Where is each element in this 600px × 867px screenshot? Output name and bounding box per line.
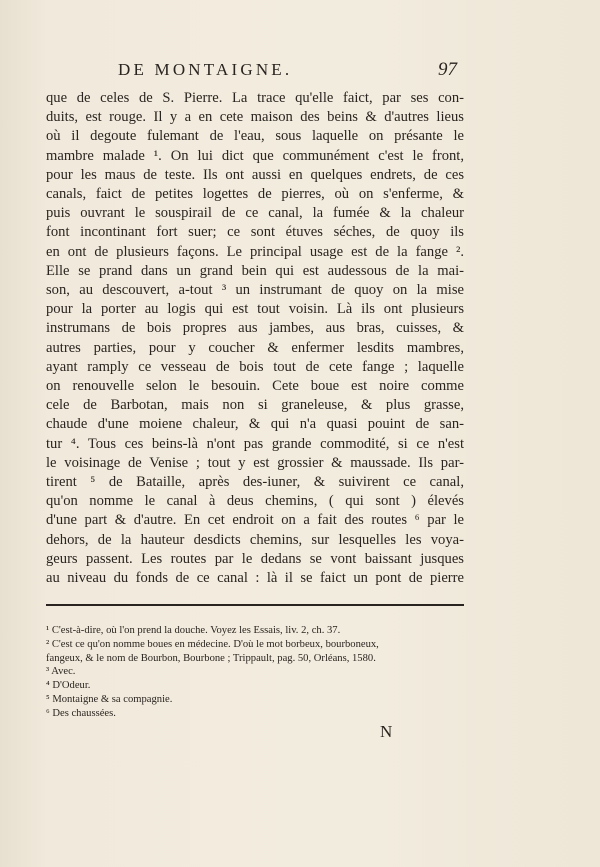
body-line: instrumans de bois propres aus jambes, aus bras, cuisses, & [46, 320, 464, 337]
body-line: que de celes de S. Pierre. La trace qu'elle faict, par ses con- [46, 90, 464, 106]
body-line: au niveau du fonds de ce canal : là il se faict un pont de pierre [46, 570, 464, 587]
body-line: mambre malade ¹. On lui dict que communément c'est le front, [46, 147, 464, 164]
body-line: ayant ramply ce vesseau de bois tout de cete fange ; laquelle [46, 358, 464, 375]
footnote: ¹ C'est-à-dire, où l'on prend la douche. Voyez les Essais, liv. 2, ch. 37. [46, 625, 341, 636]
body-line: chaude d'une moiene chaleur, & qui n'a quasi pouint de san- [46, 416, 464, 433]
footnote: ⁶ Des chaussées. [46, 707, 116, 719]
running-head: DE MONTAIGNE. [118, 60, 293, 79]
body-line: puis ouvrant le souspirail de ce canal, la fumée & la chaleur [46, 205, 464, 222]
body-line: qu'on nomme le canal à deus chemins, ( qui sont ) élevés [46, 493, 464, 510]
body-line: où il degoute fulemant de l'eau, sous laquelle on présante le [46, 128, 464, 145]
body-line: le voisinage de Venise ; tout y est grossier & maussade. Ils par- [46, 454, 464, 471]
body-text [46, 89, 464, 588]
body-line: font incontinant fort suer; ce sont étuves séches, de quoy ils [46, 224, 464, 241]
body-line: duits, est rouge. Il y a en cete maison des beins & d'autres lieus [46, 109, 464, 126]
body-line: autres parties, pour y coucher & enfermer lesdits mambres, [46, 339, 464, 356]
footnote: ³ Avec. [46, 666, 76, 678]
body-line: canals, faict de petites logettes de pierres, où on s'enferme, & [46, 186, 464, 203]
footnote-rule [46, 604, 464, 606]
body-line: pour les maus de teste. Ils ont aussi en quelques endrets, de ces [46, 166, 464, 183]
signature-mark: N [380, 722, 393, 741]
body-line: d'une part & d'autre. En cet endroit on a fait des routes ⁶ par le [46, 512, 464, 529]
body-line: Elle se prand dans un grand bein qui est audessous de la mai- [46, 262, 464, 279]
body-line: dehors, de la hauteur desdicts chemins, sur lesquelles les voya- [46, 531, 464, 548]
body-line: en ont de plusieurs façons. Le principal usage est de la fange ². [46, 243, 464, 260]
footnote: ² C'est ce qu'on nomme boues en médecine. D'où le mot borbeux, bourboneux, [46, 638, 379, 650]
footnotes [46, 624, 464, 721]
body-line: tur ⁴. Tous ces beins-là n'ont pas grande commodité, si ce n'est [46, 435, 464, 452]
body-line: cele de Barbotan, mais non si graneleuse, & plus grasse, [46, 397, 464, 414]
body-line: tirent ⁵ de Bataille, après des-iuner, & suivirent ce canal, [46, 474, 464, 491]
body-line: pour la porter au logis qui est tout voisin. Là ils ont plusieurs [46, 301, 464, 318]
footnote: fangeux, & le nom de Bourbon, Bourbone ; Trippault, pag. 50, Orléans, 1580. [46, 652, 376, 664]
footnote: ⁴ D'Odeur. [46, 680, 91, 692]
page-number: 97 [438, 59, 457, 80]
body-line: on renouvelle selon le besouin. Cete boue est noire comme [46, 378, 464, 395]
footnote: ⁵ Montaigne & sa compagnie. [46, 693, 173, 705]
body-line: son, au descouvert, a-tout ³ un instrumant de quoy on la mise [46, 282, 464, 299]
body-line: geurs passent. Les routes par le dedans se vont baissant jusques [46, 550, 464, 567]
